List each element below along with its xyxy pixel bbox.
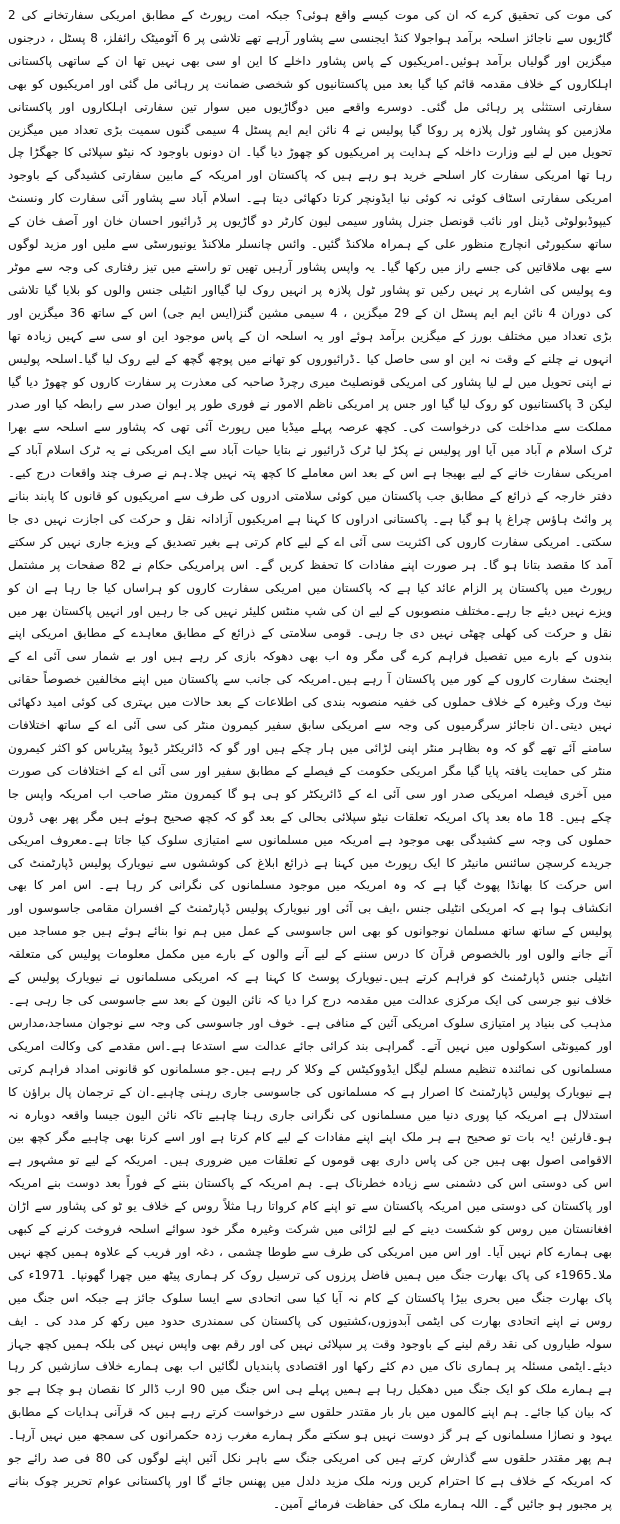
article-body-paragraph: کی موت کی تحقیق کرے کہ ان کی موت کیسے واقع ہوئی؟ جبکہ امت رپورٹ کے مطابق امریکی سفارتخانے کی 2 گاڑیوں سے ناجائز اسلحہ برآمد ہواجولا کنڈ ایجنسی سے پشاور آرہے تھے تلاشی پر 6 آٹومیٹک رائفلز، 8 پسٹل ، درجنوں میگزین اور گولیاں برآمد ہوئیں۔امریکیوں کے پاس پشاور داخلے کا این او سی بھی نہیں تھا ان کے ساتھی پاکستانی اہلکاروں کے خلاف مقدمہ قائم کیا گیا بعد میں پاکستانیوں کو شخصی ضمانت پر رہائی مل گئی اور امریکیوں کو بھی سفارتی استثنٰی پر رہائی مل گئی۔ دوسرے واقعے میں دوگاڑیوں میں سوار تین سفارتی اہلکاروں اور پاکستانی ملازمین کو پشاور ٹول پلازہ پر روکا گیا پولیس نے 4 نائن ایم ایم پسٹل 4 سیمی گنوں سمیت بڑی تعداد میں میگزین تحویل میں لے لیے وزارت داخلہ کے ہدایت پر امریکیوں کو چھوڑ دیا گیا۔ ان دونوں باوجود کہ نیٹو سپلائی کا جھگڑا چل رہا تھا امریکی سفارت کار اسلحے خرید ہو رہے ہیں کہ پاکستان اور امریکہ کے مابین سفارتی کشیدگی کے باوجود امریکی سفارتی اسٹاف کوئی نہ کوئی نیا ایڈونچر کرتا دکھائی دیتا ہے۔ اسلام آباد سے پشاور آئی سفارت کار ونسنٹ کیپوڈبولوٹی ڈینل اور نائب قونصل جنرل پشاور سیمی لیون کارٹر دو گاڑیوں پر ڈرائیور احسان خان اور آصف خان کے ساتھ سکیورٹی انچارج منظور علی کے ہمراہ ملاکنڈ گئیں۔ وائس چانسلر ملاکنڈ یونیورسٹی سے ملیں اور مزید لوگوں سے بھی ملاقاتیں کی جسے راز میں رکھا گیا۔ یہ واپس پشاور آرہیں تھیں تو راستے میں تیز رفتاری کی وجہ سے موٹر وے پولیس کی اشارے پر نہیں رکیں تو پشاور ٹول پلازہ پر انہیں روک لیا گیااور انٹیلی جنس والوں کو بلایا گیا تلاشی کی دوران 4 نائن ایم ایم پسٹل ان کے 29 میگزین ، 4 سیمی مشین گنز(ایس ایم جی) اس کے ساتھ 36 میگزین اور بڑی تعداد میں مختلف بورز کے میگزین برآمد ہوئے اور یہ اسلحہ ان کے پاس موجود این او سی سے کہیں زیادہ تھا انہوں نے چلنے کے وقت نہ این او سی حاصل کیا ۔ڈرائیوروں کو تھانے میں پوچھ گچھ کے لیے روک لیا گیا۔اسلحہ پولیس نے اپنی تحویل میں لے لیا پشاور کی امریکی قونصلیٹ میری رچرڈ صاحبہ کی معذرت پر سفارت کاروں کو چھوڑ دیا گیا لیکن 3 پاکستانیوں کو روک لیا گیا اور جس پر امریکی ناظم الامور نے فوری طور پر ایوان صدر سے رابطہ کیا اور صدر مملکت سے مداخلت کی درخواست کی۔ کچھ عرصہ پہلے میڈیا میں رپورٹ آئی تھی کہ پشاور سے اسلحہ سے بھرا ٹرک اسلام م آباد میں آیا اور پولیس نے پکڑ لیا ٹرک ڈرائیور نے بتایا حیات آباد سے ایک امریکی نے یہ ٹرک اسلام آباد کے امریکی سفارت خانے کے لیے بھیجا ہے اس کے بعد اس معاملے کا کچھ پتہ نہیں چلا۔ہم نے صرف چند واقعات درج کیے۔ دفتر خارجہ کے ذرائع کے مطابق جب پاکستان میں کوئی سلامتی ادروں کی طرف سے امریکیوں کو قانوں کا پابند بنانے پر وائٹ ہاؤس چراغ پا ہو گیا ہے۔ پاکستانی ادراوں کا کہنا ہے امریکیوں آزادانہ نقل و حرکت کی اجازت نہیں دی جا سکتی۔ امریکی سفارت کاروں کی اکثریت سی آئی اے کے لیے کام کرتی ہے بغیر تصدیق کے ویزے جاری نہیں کر سکتے آمد کا مقصد بتانا ہو گا۔ ہر صورت اپنے مفادات کا تحفظ کریں گے۔ اس پرامریکی حکام نے 82 صفحات پر مشتمل رپورٹ میں پاکستان پر الزام عائد کیا ہے کہ پاکستان میں امریکی سفارت کاروں کو ہراساں کیا جا رہا ہے ان کو ویزے نہیں دیئے جا رہے۔مختلف منصوبوں کے لیے ان کی شپ منٹس کلیئر نہیں کی جا رہیں اور انہیں پاکستان بھر میں نقل و حرکت کی کھلی چھٹی نہیں دی جا رہی۔ قومی سلامتی کے ذرائع کے مطابق معاہدے کے مطابق امریکی اپنے بندوں کے بارے میں تفصیل فراہم کرے گی مگر وہ اب بھی دھوکہ بازی کر رہے ہیں اور بے شمار سی آئی اے کے ایجنٹ سفارت کاروں کے کور میں پاکستان آ رہے ہیں۔امریکہ کی جانب سے پاکستان میں اپنے مخالفین خصوصاً حقانی نیٹ ورک وغیرہ کے خلاف حملوں کی خفیہ منصوبہ بندی کی اطلاعات کے بعد حالات میں بہتری کی کوئی امید دکھائی نہیں دیتی۔ان ناجائز سرگرمیوں کی وجہ سے امریکی سابق سفیر کیمرون منٹر کی سی آئی اے کے ساتھ اختلافات سامنے آئے تھے گو کہ وہ بظاہر منٹر اپنی لڑائی میں ہار چکے ہیں اور گو کہ ڈائریکٹر ڈیوڈ پیٹریاس کو اکثر کیمرون منٹر کی حمایت یافتہ پایا گیا مگر امریکی حکومت کے فیصلے کے مطابق سفیر اور سی آئی اے کے اختلافات کی صورت میں آخری فیصلہ امریکی صدر اور سی آئی اے کے ڈائریکٹر کو ہی ہو گا کیمرون منٹر صاحب اب امریکہ واپس جا چکے ہیں۔ 18 ماہ بعد پاک امریکہ تعلقات نیٹو سپلائی بحالی کے بعد گو کہ کچھ صحیح ہوئے ہیں مگر پھر بھی ڈرون حملوں کی وجہ سے کشیدگی بھی موجود ہے امریکہ میں مسلمانوں سے امتیازی سلوک کیا جاتا ہے۔معروف امریکی جریدے کرسچن سائنس مانیٹر کا ایک رپورٹ میں کہنا ہے ذرائع ابلاغ کی کوششوں سے نیویارک پولیس ڈپارٹمنٹ کی اس حرکت کا بھانڈا پھوٹ گیا ہے کہ وہ امریکہ میں موجود مسلمانوں کی نگرانی کر رہا ہے۔ اس امر کا بھی انکشاف ہوا ہے کہ امریکی انٹیلی جنس ،ایف بی آئی اور نیویارک پولیس ڈپارٹمنٹ کے افسران مقامی جاسوسوں اور پولیس کے ساتھ ساتھ مسلمان نوجوانوں کو بھی اس جاسوسی کے عمل میں ہم نوا بنائے ہوئے ہیں جو مساجد میں آنے جانے والوں اور بالخصوص قرآن کا درس سننے کے لیے آنے والوں کے بارے میں مکمل معلومات پولیس کی متعلقہ انٹیلی جنس ڈپارٹمنٹ کو فراہم کرتے ہیں۔نیویارک پوسٹ کا کہنا ہے کہ امریکی مسلمانوں نے نیویارک پولیس کے خلاف نیو جرسی کی ایک مرکزی عدالت میں مقدمہ درج کرا دیا کہ نائن الیون کے بعد سے جاسوسی کی جا رہی ہے۔مذہب کی بنیاد پر امتیازی سلوک امریکی آئین کے منافی ہے۔ خوف اور جاسوسی کی وجہ سے نوجوان مساجد،مدارس اور کمیونٹی اسکولوں میں نہیں آتے۔ گمراہی بند کرائی جائے عدالت سے استدعا ہے۔اس مقدمے کی وکالت امریکی مسلمانوں کی نمائندہ تنظیم مسلم لیگل ایڈووکیٹس کے وکلا کر رہے ہیں۔جو مسلمانوں کو قانونی امداد فراہم کرتی ہے نیویارک پولیس ڈپارٹمنٹ کا اصرار ہے کہ مسلمانوں کی جاسوسی جاری رہنی چاہیے۔ان کے ترجمان پال براؤن کا استدلال ہے امریکہ کیا پوری دنیا میں مسلمانوں کی نگرانی جاری رہنا چاہیے تاکہ نائن الیون جیسا واقعہ دوبارہ نہ ہو۔قارئین !یہ بات تو صحیح ہے ہر ملک اپنے اپنے مفادات کے لیے کام کرتا ہے اور اسے کرنا بھی چاہیے مگر کچھ بین الاقوامی اصول بھی ہیں جن کی پاس داری بھی قوموں کے تعلقات میں ضروری ہیں۔ امریکہ کے لیے تو مشہور ہے اس کی دوستی اس کی دشمنی سے زیادہ خطرناک ہے۔ ہم امریکہ کے پاکستان بننے کے فوراً بعد دوست بنے امریکہ اور پاکستان کی دوستی میں امریکہ پاکستان سے تو اپنے کام کرواتا رہا مثلاً روس کے خلاف یو ٹو کی پشاور سے اڑان افغانستان میں روس کو شکست دینے کے لیے لڑائی میں شرکت وغیرہ مگر خود سوائے اسلحہ فروخت کرنے کے کبھی بھی ہمارے کام نہیں آیا۔ اور اس میں امریکی کی طرف سے طوطا چشمی ، دغہ اور فریب کے علاوہ ہمیں کچھ نہیں ملا۔1965ء کی پاک بھارت جنگ میں ہمیں فاضل پرزوں کی ترسیل روک کر ہماری پیٹھ میں چھرا گھونپا۔ 1971ء کی پاک بھارت جنگ میں بحری بیڑا پاکستان کے کام نہ آیا کیا سی اتحادی سے ایسا سلوک جائز ہے جبکہ اس جنگ میں روس نے اپنے اتحادی بھارت کی ایٹمی آبدوزوں،کشتیوں کی پاکستان کی سمندری حدود میں رکھ کر مدد کی ۔ ایف سولہ طیاروں کی نقد رقم لینے کے باوجود وقت پر سپلائی نہیں کی اور رقم بھی واپس نہیں کی بلکہ ہمیں کچھ جہاز دیئے۔ایٹمی مسئلہ پر ہماری ناک میں دم کئے رکھا اور اقتصادی پابندیاں لگائیں اب بھی ہمارے خلاف سازشیں کر رہا ہے ہمارے ملک کو ایک جنگ میں دھکیل رہا ہے ہمیں پہلے ہی اس جنگ میں 90 ارب ڈالر کا نقصان ہو چکا ہے جو کہ بیان کیا جائے۔ ہم اپنے کالموں میں بار بار مقتدر حلقوں سے درخواست کرتے رہے ہیں کہ قرآنی ہدایات کے مطابق یہود و نصارٰا مسلمانوں کے ہر گز دوست نہیں ہو سکتے مگر ہمارے مغرب زدہ حکمرانوں کی سمجھ میں نہیں آرہا۔ ہم پھر مقتدر حلقوں سے گذارش کرتے ہیں کی امریکی جنگ سے باہر نکل آئیں اپنے لوگوں کی 80 فی صد رائے جو کہ امریکہ کے خلاف ہے کا احترام کریں ورنہ ملک مزید دلدل میں پھنس جائے گا اور پاکستانی عوام تحریر چوک بنانے پر مجبور ہو جائیں گے۔ اللہ ہمارے ملک کی حفاظت فرمائے آمین۔	[8, 8, 613, 1511]
